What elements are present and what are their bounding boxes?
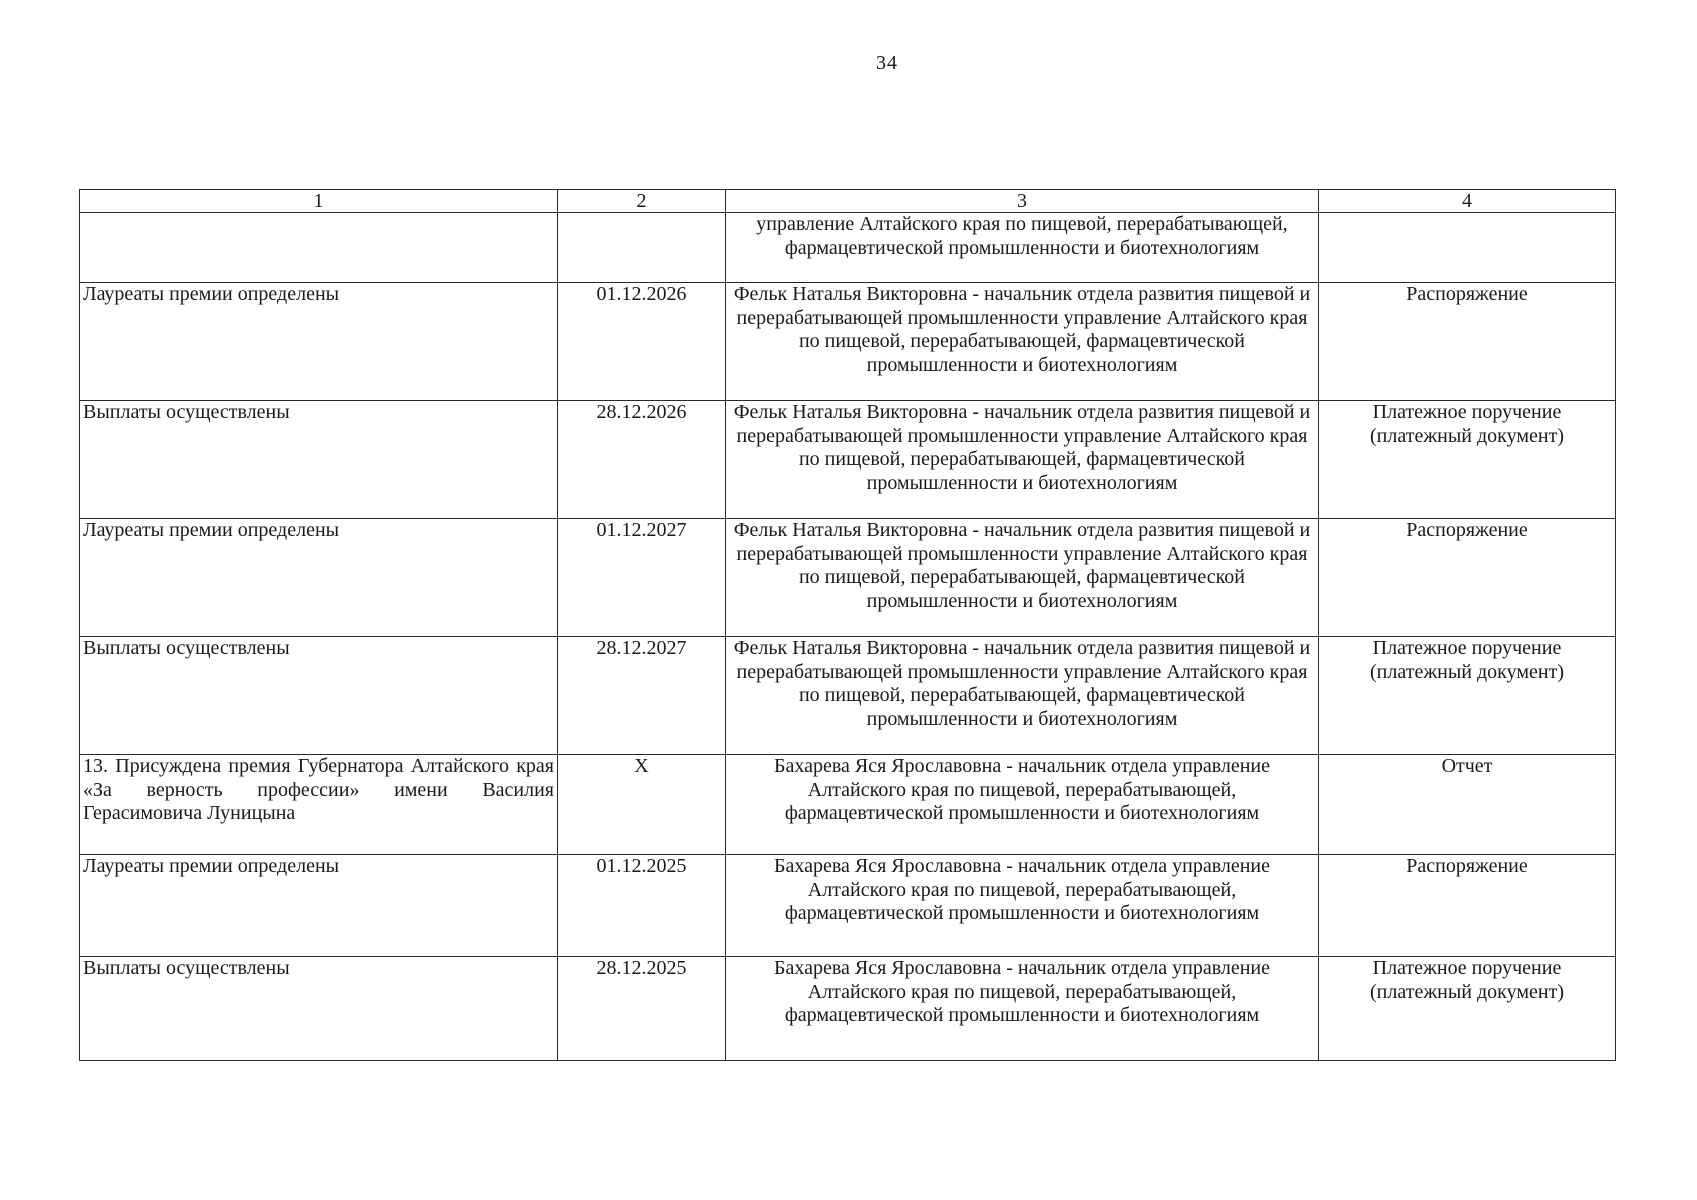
date-cell [558,213,726,283]
date-cell: 01.12.2026 [558,283,726,401]
date-cell: 01.12.2025 [558,855,726,957]
date-cell: 01.12.2027 [558,519,726,637]
event-cell: Выплаты осуществлены [80,637,558,755]
schedule-table [79,189,1616,1061]
responsible-cell: Фельк Наталья Викторовна - начальник отдела развития пищевой и перерабатывающей промышленности управление Алтайского края по пищевой, перерабатывающей, фармацевтической промышленности и биотехнологиям [726,283,1319,401]
document-cell: Платежное поручение (платежный документ) [1319,957,1616,1061]
event-cell [80,213,558,283]
document-cell: Платежное поручение (платежный документ) [1319,637,1616,755]
document-cell: Платежное поручение (платежный документ) [1319,401,1616,519]
date-cell: 28.12.2025 [558,957,726,1061]
event-cell: Выплаты осуществлены [80,401,558,519]
event-cell: Выплаты осуществлены [80,957,558,1061]
table-row [80,519,1616,637]
column-header-4: 4 [1319,190,1616,213]
table-row [80,855,1616,957]
date-cell: 28.12.2026 [558,401,726,519]
page-number: 34 [876,52,898,74]
table-row [80,401,1616,519]
date-cell: 28.12.2027 [558,637,726,755]
column-header-1: 1 [80,190,558,213]
responsible-cell: Фельк Наталья Викторовна - начальник отдела развития пищевой и перерабатывающей промышленности управление Алтайского края по пищевой, перерабатывающей, фармацевтической промышленности и биотехнологиям [726,401,1319,519]
event-cell: Лауреаты премии определены [80,519,558,637]
table-row [80,755,1616,855]
table-row [80,637,1616,755]
table-row [80,957,1616,1061]
document-cell: Распоряжение [1319,283,1616,401]
table-header-row [80,190,1616,213]
document-cell [1319,213,1616,283]
date-cell: X [558,755,726,855]
table-row [80,213,1616,283]
responsible-cell: Бахарева Яся Ярославовна - начальник отдела управление Алтайского края по пищевой, перерабатывающей, фармацевтической промышленности и биотехнологиям [726,755,1319,855]
event-cell: Лауреаты премии определены [80,855,558,957]
event-cell: 13. Присуждена премия Губернатора Алтайского края «За верность профессии» имени Василия Герасимовича Луницына [80,755,558,855]
responsible-cell: Фельк Наталья Викторовна - начальник отдела развития пищевой и перерабатывающей промышленности управление Алтайского края по пищевой, перерабатывающей, фармацевтической промышленности и биотехнологиям [726,519,1319,637]
table-row [80,283,1616,401]
document-cell: Распоряжение [1319,519,1616,637]
column-header-3: 3 [726,190,1319,213]
column-header-2: 2 [558,190,726,213]
responsible-cell: Бахарева Яся Ярославовна - начальник отдела управление Алтайского края по пищевой, перерабатывающей, фармацевтической промышленности и биотехнологиям [726,855,1319,957]
event-cell: Лауреаты премии определены [80,283,558,401]
document-cell: Отчет [1319,755,1616,855]
responsible-cell: управление Алтайского края по пищевой, перерабатывающей, фармацевтической промышленности и биотехнологиям [726,213,1319,283]
responsible-cell: Бахарева Яся Ярославовна - начальник отдела управление Алтайского края по пищевой, перерабатывающей, фармацевтической промышленности и биотехнологиям [726,957,1319,1061]
responsible-cell: Фельк Наталья Викторовна - начальник отдела развития пищевой и перерабатывающей промышленности управление Алтайского края по пищевой, перерабатывающей, фармацевтической промышленности и биотехнологиям [726,637,1319,755]
document-cell: Распоряжение [1319,855,1616,957]
